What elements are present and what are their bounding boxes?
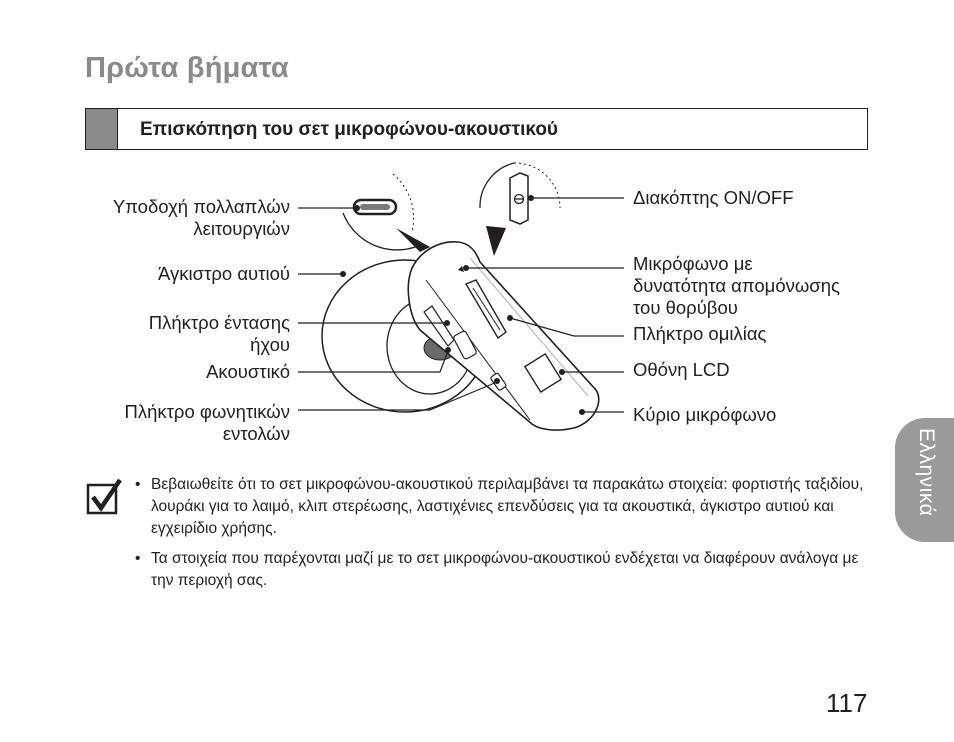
page-number: 117 (826, 688, 868, 718)
bullet: • (135, 550, 141, 567)
note-text: Τα στοιχεία που παρέχονται μαζί με το σετ μικροφώνου-ακουστικού ενδέχεται να διαφέρουν ανάλογα με την περιοχή σας. (151, 550, 859, 589)
label-multifunction-jack: Υποδοχή πολλαπλών λειτουργιών (112, 196, 290, 239)
notes-list (133, 474, 873, 600)
note-item (133, 548, 873, 592)
language-tab (895, 418, 954, 542)
label-main-microphone: Κύριο μικρόφωνο (633, 404, 777, 425)
label-talk-key: Πλήκτρο ομιλίας (633, 323, 767, 344)
label-power-switch: Διακόπτης ON/OFF (633, 187, 794, 208)
label-ear-hook: Άγκιστρο αυτιού (158, 263, 290, 284)
language-tab-label: Ελληνικά (915, 428, 938, 517)
note-item (133, 474, 873, 540)
label-noise-cancelling-mic: Μικρόφωνο με δυνατότητα απομόνωσης του θορύβου (633, 253, 840, 318)
section-heading: Επισκόπηση του σετ μικροφώνου-ακουστικού (140, 119, 558, 140)
note-text: Βεβαιωθείτε ότι το σετ μικροφώνου-ακουστικού περιλαμβάνει τα παρακάτω στοιχεία: φορτιστής ταξιδίου, λουράκι για το λαιμό, κλιπ στερέωσης, λαστιχένιες επενδύσεις για τα ακουστικά, άγκιστρο αυτιού και εγχειρίδιο χρήσης. (151, 476, 864, 537)
label-lcd: Οθόνη LCD (633, 359, 730, 380)
label-earpiece: Ακουστικό (206, 361, 290, 382)
label-voice-command-key: Πλήκτρο φωνητικών εντολών (124, 401, 290, 444)
bullet: • (135, 476, 141, 493)
page-title: Πρώτα βήματα (85, 52, 289, 84)
checkbox-check-icon (86, 477, 126, 517)
label-volume-key: Πλήκτρο έντασης ήχου (148, 312, 290, 355)
